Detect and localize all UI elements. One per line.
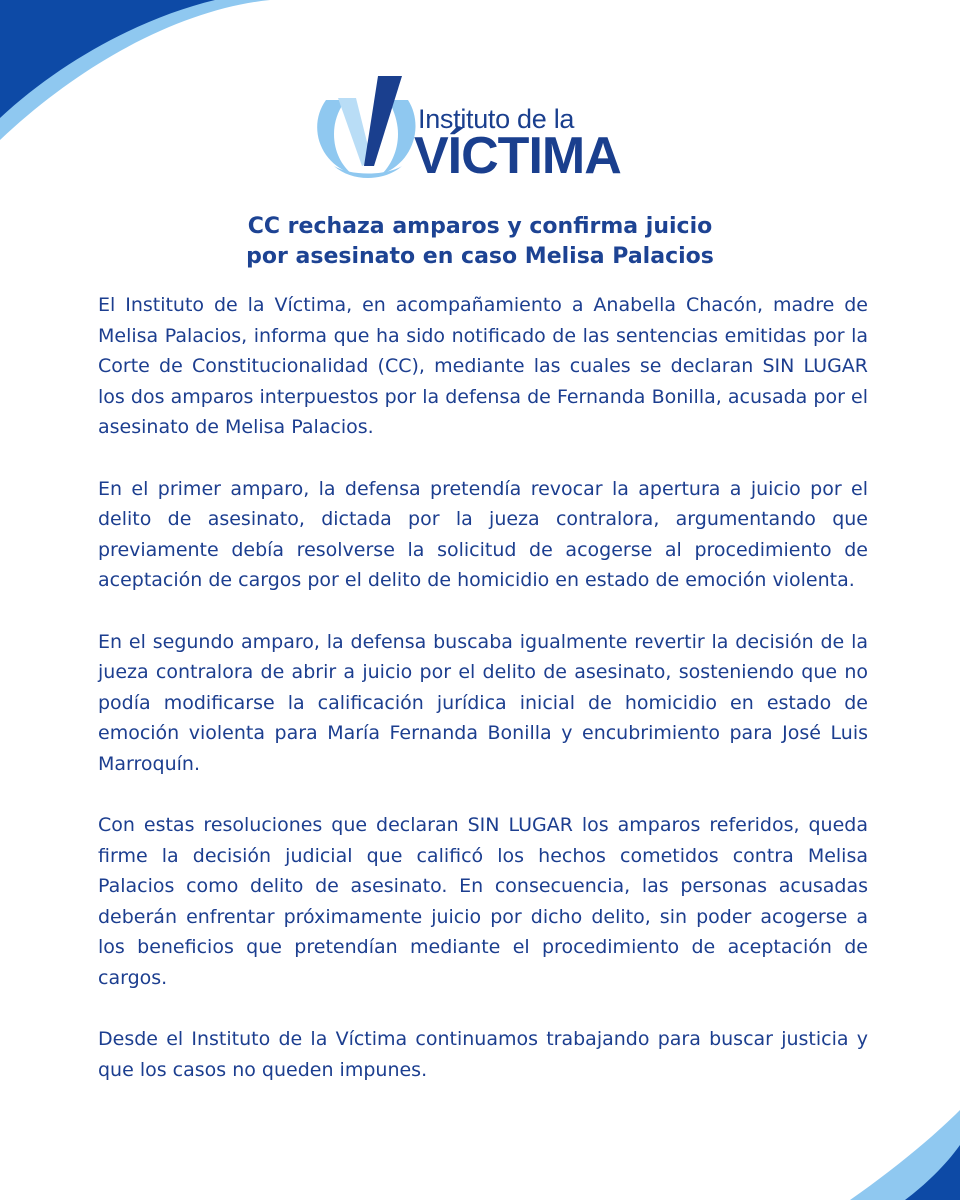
paragraph-5: Desde el Instituto de la Víctima continuamos trabajando para buscar justicia y que los casos no queden impunes. [98, 1028, 868, 1081]
paragraph-3: En el segundo amparo, la defensa buscaba igualmente revertir la decisión de la jueza contralora de abrir a juicio por el delito de asesinato, sosteniendo que no podía modificarse la calificación jurídica inicial de homicidio en estado de emoción violenta para María Fernanda Bonilla y encubrimiento para José Luis Marroquín. [98, 630, 868, 775]
logo-subtitle-text: Instituto de la [418, 104, 575, 134]
title-line-2: por asesinato en caso Melisa Palacios [246, 244, 714, 269]
paragraph-2: En el primer amparo, la defensa pretendía revocar la apertura a juicio por el delito de asesinato, dictada por la jueza contralora, argumentando que previamente debía resolverse la solicitud de acogerse al procedimiento de aceptación de cargos por el delito de homicidio en estado de emoción violenta. [98, 477, 868, 591]
top-left-swoosh-decoration [0, 0, 270, 140]
paragraph-1: El Instituto de la Víctima, en acompañamiento a Anabella Chacón, madre de Melisa Palacios, informa que ha sido notificado de las sentencias emitidas por la Corte de Constitucionalidad (CC), mediante las cuales se declaran SIN LUGAR los dos amparos interpuestos por la defensa de Fernanda Bonilla, acusada por el asesinato de Melisa Palacios. [98, 294, 868, 438]
institute-logo [312, 70, 621, 190]
logo-v-emblem-icon [312, 70, 422, 185]
logo-title-text: VÍCTIMA [414, 127, 621, 185]
bottom-right-swoosh-decoration [850, 1110, 960, 1200]
article-title [96, 212, 864, 272]
title-line-1: CC rechaza amparos y confirma juicio [247, 214, 713, 239]
paragraph-4: Con estas resoluciones que declaran SIN LUGAR los amparos referidos, queda firme la decisión judicial que calificó los hechos cometidos contra Melisa Palacios como delito de asesinato. En consecuencia, las personas acusadas deberán enfrentar próximamente juicio por dicho delito, sin poder acogerse a los beneficios que pretendían mediante el procedimiento de aceptación de cargos. [98, 814, 868, 989]
article-body [98, 290, 868, 1085]
